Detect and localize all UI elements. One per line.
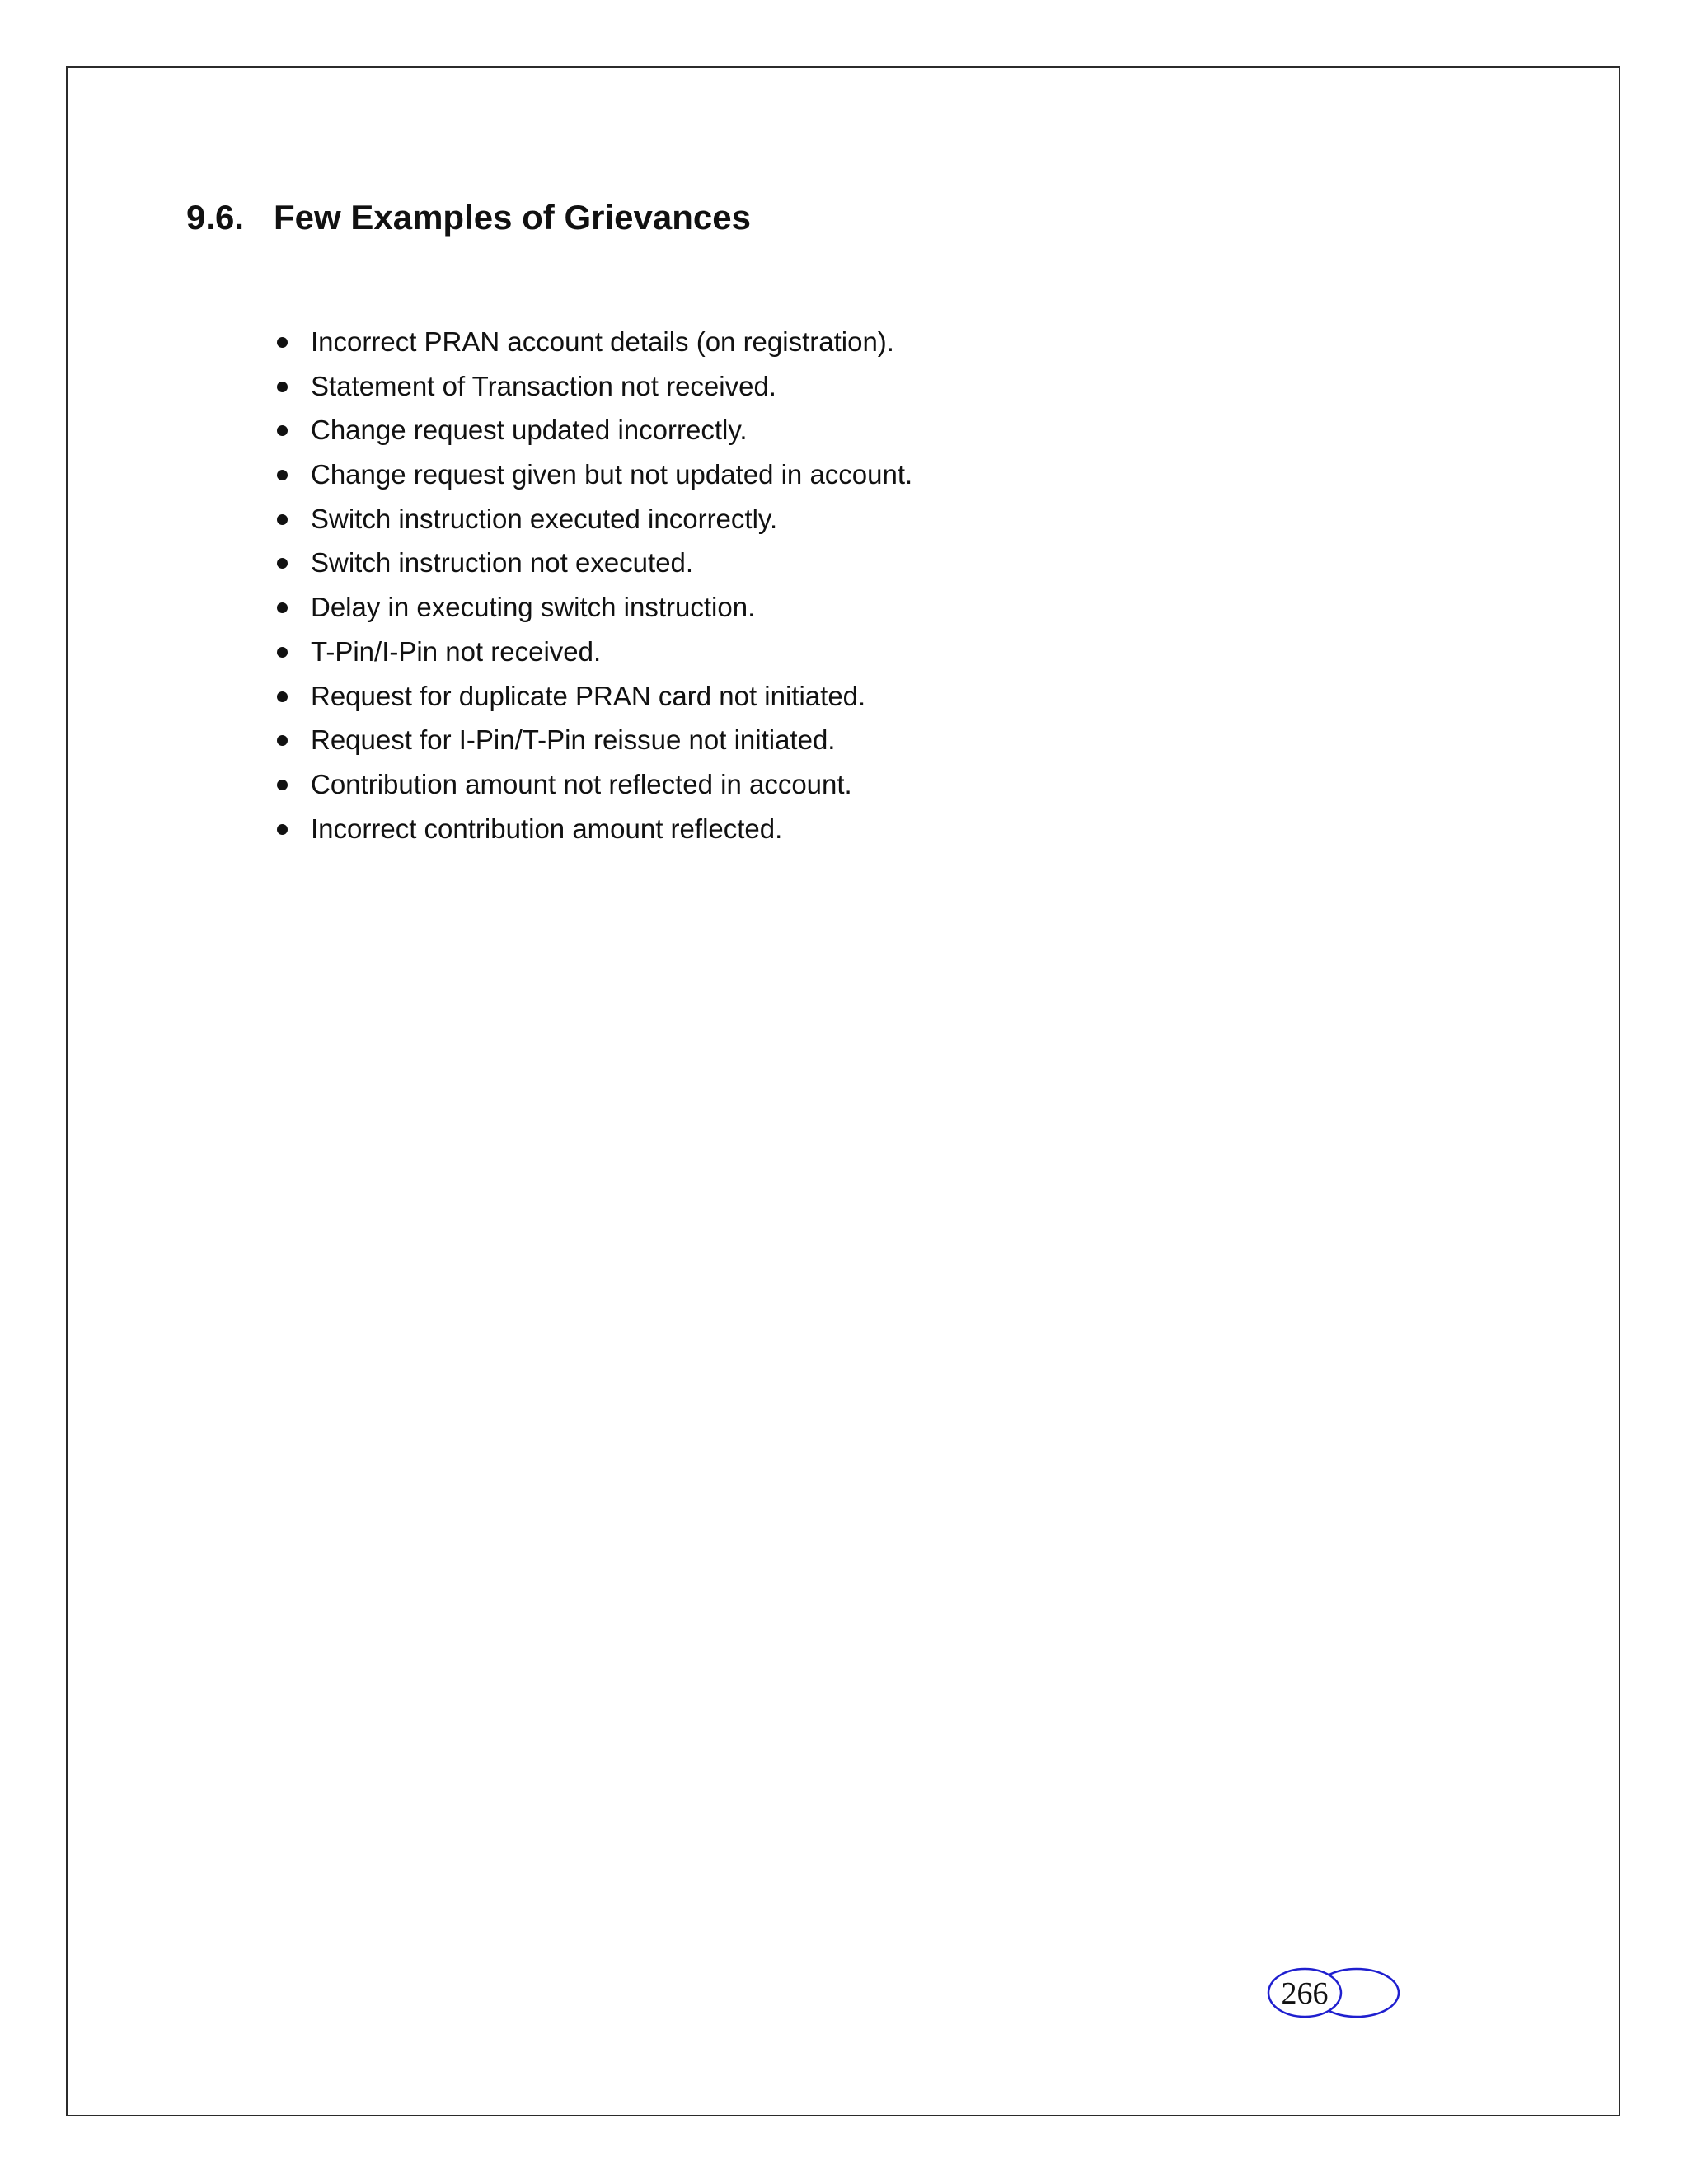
grievance-text: Statement of Transaction not received. xyxy=(311,370,776,401)
bullet-icon xyxy=(277,382,288,392)
bullet-icon xyxy=(277,824,288,835)
section-title: Few Examples of Grievances xyxy=(274,198,751,237)
grievance-text: Switch instruction executed incorrectly. xyxy=(311,503,778,534)
bullet-icon xyxy=(277,691,288,702)
bullet-icon xyxy=(277,647,288,658)
page-number-badge xyxy=(1266,1966,1403,2019)
grievance-text: T-Pin/I-Pin not received. xyxy=(311,635,602,667)
grievance-text: Incorrect PRAN account details (on registration). xyxy=(311,326,894,357)
grievance-text: Request for I-Pin/T-Pin reissue not initiated. xyxy=(311,724,836,756)
section-number: 9.6. xyxy=(186,198,245,237)
grievance-text: Request for duplicate PRAN card not initiated. xyxy=(311,680,866,711)
page-number: 266 xyxy=(1281,1976,1329,2011)
grievance-text: Change request given but not updated in account. xyxy=(311,459,913,490)
grievance-text: Delay in executing switch instruction. xyxy=(311,592,756,623)
bullet-icon xyxy=(277,514,288,525)
bullet-icon xyxy=(277,780,288,790)
page-border xyxy=(66,66,1620,2116)
bullet-icon xyxy=(277,470,288,480)
grievance-text: Incorrect contribution amount reflected. xyxy=(311,813,783,844)
grievance-text: Change request updated incorrectly. xyxy=(311,415,748,446)
grievance-text: Switch instruction not executed. xyxy=(311,547,694,579)
grievance-text: Contribution amount not reflected in account. xyxy=(311,768,852,799)
bullet-icon xyxy=(277,337,288,348)
section-heading xyxy=(186,198,751,237)
